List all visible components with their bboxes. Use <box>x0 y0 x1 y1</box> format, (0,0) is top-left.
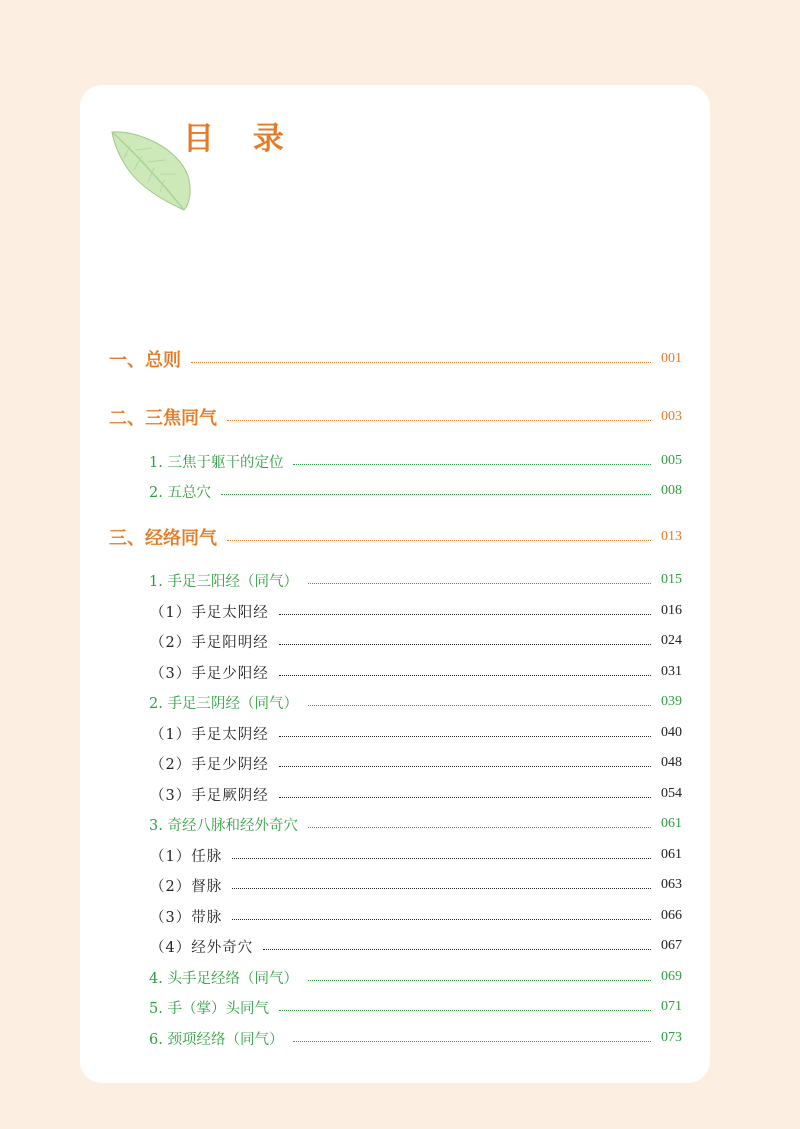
toc-entry-page: 061 <box>661 847 682 862</box>
toc-entry[interactable] <box>150 628 682 654</box>
toc-entry[interactable] <box>150 598 682 624</box>
leader-dots <box>279 766 651 767</box>
toc-entry-page: 066 <box>661 908 682 923</box>
toc-entry-page: 069 <box>661 969 682 984</box>
toc-entry-page: 048 <box>661 755 682 770</box>
toc-entry-page: 031 <box>661 664 682 679</box>
toc-entry-page: 073 <box>661 1030 682 1045</box>
leader-dots <box>308 827 651 828</box>
toc-entry[interactable] <box>150 903 682 929</box>
toc-entry[interactable] <box>109 346 682 372</box>
toc-entry-page: 013 <box>661 529 682 544</box>
toc-entry[interactable] <box>149 964 682 990</box>
toc-entry-page: 024 <box>661 633 682 648</box>
leader-dots <box>293 464 651 465</box>
toc-entry-label: 二、三焦同气 <box>109 408 217 429</box>
toc-entry[interactable] <box>150 720 682 746</box>
toc-entry-label: 3. 奇经八脉和经外奇穴 <box>149 817 298 834</box>
toc-entry-label: （3）带脉 <box>150 909 223 926</box>
leader-dots <box>279 797 651 798</box>
toc-entry-page: 071 <box>661 999 682 1014</box>
leader-dots <box>279 614 651 615</box>
toc-entry-page: 063 <box>661 877 682 892</box>
page-title: 目 录 <box>183 121 298 157</box>
toc-entry-label: （1）任脉 <box>150 848 223 865</box>
leader-dots <box>191 362 651 363</box>
toc-entry-label: 6. 颈项经络（同气） <box>149 1031 284 1048</box>
toc-entry-label: （4）经外奇穴 <box>150 939 254 956</box>
toc-entry-label: （2）督脉 <box>150 878 223 895</box>
toc-entry[interactable] <box>149 994 682 1020</box>
leader-dots <box>221 494 651 495</box>
toc-entry-label: 2. 手足三阴经（同气） <box>149 695 298 712</box>
toc-entry-page: 005 <box>661 453 682 468</box>
toc-entry[interactable] <box>149 567 682 593</box>
toc-entry-page: 061 <box>661 816 682 831</box>
toc-entry-label: 1. 三焦于躯干的定位 <box>149 454 284 471</box>
toc-entry[interactable] <box>150 872 682 898</box>
leader-dots <box>293 1041 651 1042</box>
leader-dots <box>227 420 651 421</box>
toc-entry[interactable] <box>150 842 682 868</box>
toc-entry-page: 067 <box>661 938 682 953</box>
toc-entry-label: 1. 手足三阳经（同气） <box>149 573 298 590</box>
toc-entry-page: 001 <box>661 351 682 366</box>
toc-entry[interactable] <box>150 750 682 776</box>
leader-dots <box>232 919 651 920</box>
leaf-icon <box>108 128 194 214</box>
toc-entry-label: 一、总则 <box>109 350 181 371</box>
toc-entry[interactable] <box>149 448 682 474</box>
toc-entry-label: （3）手足厥阴经 <box>150 787 269 804</box>
toc-entry-page: 016 <box>661 603 682 618</box>
toc-entry[interactable] <box>150 781 682 807</box>
toc-entry-page: 039 <box>661 694 682 709</box>
toc-entry-label: （1）手足太阴经 <box>150 726 269 743</box>
leader-dots <box>279 1010 651 1011</box>
leader-dots <box>232 888 651 889</box>
toc-entry-page: 015 <box>661 572 682 587</box>
toc-entry-label: 三、经络同气 <box>109 528 217 549</box>
leader-dots <box>308 705 651 706</box>
leader-dots <box>263 949 651 950</box>
toc-entry[interactable] <box>149 811 682 837</box>
leader-dots <box>227 540 651 541</box>
toc-entry-label: 5. 手（掌）头同气 <box>149 1000 269 1017</box>
leader-dots <box>232 858 651 859</box>
toc-entry-page: 008 <box>661 483 682 498</box>
toc-entry[interactable] <box>109 524 682 550</box>
toc-entry[interactable] <box>150 933 682 959</box>
toc-entry-label: （3）手足少阳经 <box>150 665 269 682</box>
toc-entry-label: 4. 头手足经络（同气） <box>149 970 298 987</box>
leader-dots <box>308 583 651 584</box>
toc-entry-page: 040 <box>661 725 682 740</box>
leader-dots <box>279 644 651 645</box>
leader-dots <box>279 736 651 737</box>
toc-entry-label: 2. 五总穴 <box>149 484 211 501</box>
toc-entry-page: 054 <box>661 786 682 801</box>
toc-entry-page: 003 <box>661 409 682 424</box>
toc-entry-label: （2）手足少阴经 <box>150 756 269 773</box>
toc-entry[interactable] <box>149 1025 682 1051</box>
leader-dots <box>308 980 651 981</box>
toc-entry[interactable] <box>149 689 682 715</box>
toc-entry[interactable] <box>149 478 682 504</box>
leader-dots <box>279 675 651 676</box>
toc-entry-label: （1）手足太阳经 <box>150 604 269 621</box>
toc-entry[interactable] <box>109 404 682 430</box>
toc-entry-label: （2）手足阳明经 <box>150 634 269 651</box>
toc-entry[interactable] <box>150 659 682 685</box>
